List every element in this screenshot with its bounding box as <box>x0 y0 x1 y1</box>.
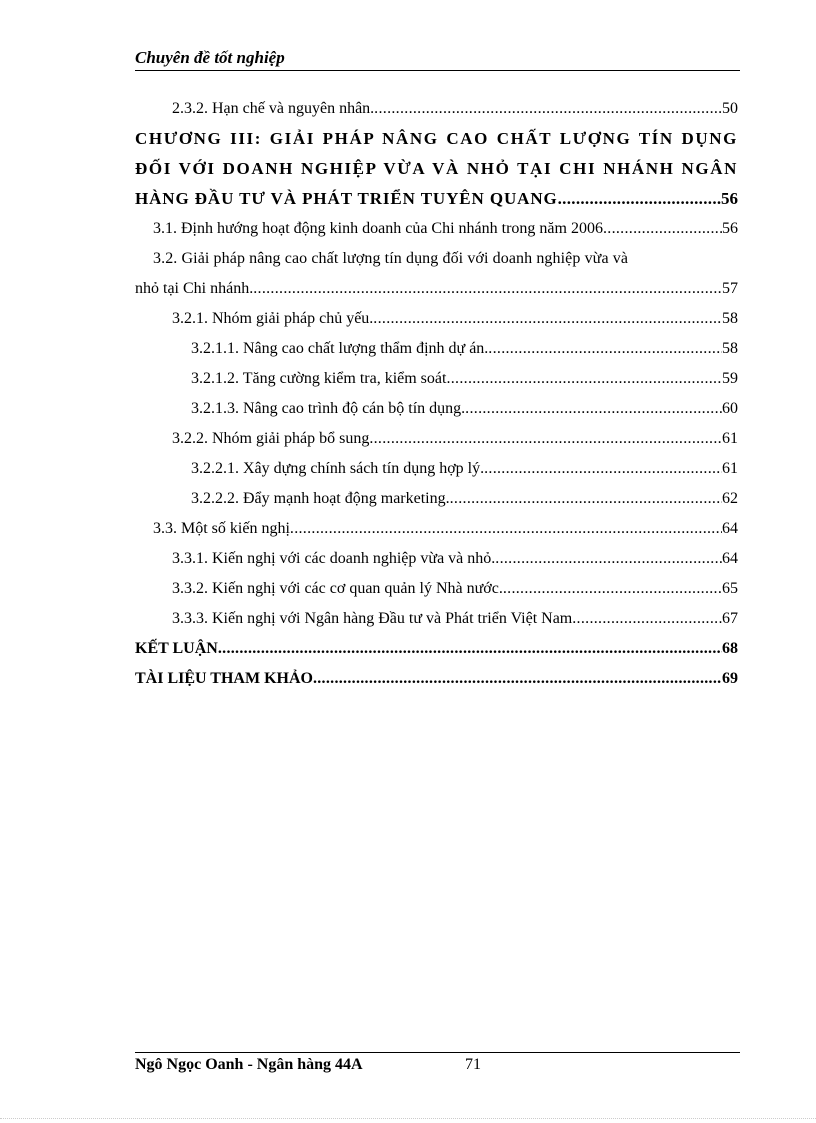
toc-entry-3-3 <box>135 514 738 544</box>
toc-entry-page: 67 <box>722 610 738 627</box>
chapter-title-line-3: HÀNG ĐẦU TƯ VÀ PHÁT TRIỂN TUYÊN QUANG <box>135 189 558 208</box>
toc-entry-page: 65 <box>722 580 738 597</box>
toc-entry-page: 68 <box>722 640 738 657</box>
toc-entry-3-3-2 <box>135 574 738 604</box>
page-bottom-border <box>0 1118 816 1119</box>
dot-leader <box>488 334 722 364</box>
table-of-contents <box>135 94 738 694</box>
toc-entry-3-1 <box>135 214 738 244</box>
dot-leader <box>446 364 722 394</box>
dot-leader <box>253 274 722 304</box>
toc-entry-label: 3.3.3. Kiến nghị với Ngân hàng Đầu tư và Phát triển Việt Nam <box>172 610 573 627</box>
toc-entry-label: 3.2.1. Nhóm giải pháp chủ yếu. <box>172 310 374 327</box>
toc-entry-references <box>135 664 738 694</box>
document-header-title: Chuyên đề tốt nghiệp <box>135 48 285 67</box>
dot-leader <box>603 214 722 244</box>
chapter-title-line-1: CHƯƠNG III: GIẢI PHÁP NÂNG CAO CHẤT LƯỢNG TÍN DỤNG <box>135 129 738 148</box>
toc-entry-page: 59 <box>722 370 738 387</box>
toc-entry-3-2-line-2 <box>135 274 738 304</box>
toc-entry-label: TÀI LIỆU THAM KHẢO <box>135 670 313 687</box>
toc-entry-page: 62 <box>722 490 738 507</box>
toc-entry-page: 64 <box>722 550 738 567</box>
dot-leader <box>503 574 722 604</box>
dot-leader <box>495 544 722 574</box>
dot-leader <box>373 304 722 334</box>
toc-entry-page: 50 <box>722 100 738 117</box>
chapter-title-line-2: ĐỐI VỚI DOANH NGHIỆP VỪA VÀ NHỎ TẠI CHI NHÁNH NGÂN <box>135 159 738 178</box>
toc-entry-label: 3.2.2.2. Đẩy mạnh hoạt động marketing. <box>191 490 450 507</box>
toc-entry-label: 3.3.2. Kiến nghị với các cơ quan quản lý Nhà nước. <box>172 580 503 597</box>
dot-leader <box>313 664 722 694</box>
chapter-title-line-3-row <box>135 184 738 214</box>
dot-leader <box>558 184 721 214</box>
dot-leader <box>484 454 722 484</box>
toc-entry-label: 3.2.1.3. Nâng cao trình độ cán bộ tín dụng. <box>191 400 466 417</box>
toc-entry-page: 69 <box>722 670 738 687</box>
toc-entry-label: 3.2.1.2. Tăng cường kiểm tra, kiểm soát <box>191 370 447 387</box>
dot-leader <box>374 94 722 124</box>
footer-page-number: 71 <box>465 1056 481 1073</box>
toc-entry-page: 64 <box>722 520 738 537</box>
toc-entry-page: 61 <box>722 460 738 477</box>
toc-entry-page: 61 <box>722 430 738 447</box>
toc-entry-page: 58 <box>722 340 738 357</box>
toc-entry-label: 3.2.2. Nhóm giải pháp bổ sung <box>172 430 370 447</box>
dot-leader <box>450 484 722 514</box>
footer-divider <box>135 1052 740 1053</box>
toc-entry-label: 3.3.1. Kiến nghị với các doanh nghiệp vừa và nhỏ. <box>172 550 496 567</box>
toc-entry-page: 60 <box>722 400 738 417</box>
toc-entry-3-2-1-2 <box>135 364 738 394</box>
toc-entry-label: 3.1. Định hướng hoạt động kinh doanh của Chi nhánh trong năm 2006 <box>153 220 603 237</box>
dot-leader <box>369 424 722 454</box>
toc-entry-3-2-2 <box>135 424 738 454</box>
header-divider <box>135 70 740 71</box>
toc-entry-3-2-2-1 <box>135 454 738 484</box>
toc-entry-chapter-3 <box>135 124 738 214</box>
toc-entry-3-3-3 <box>135 604 738 634</box>
toc-entry-label: 3.3. Một số kiến nghị <box>153 520 290 537</box>
toc-entry-3-2-2-2 <box>135 484 738 514</box>
toc-entry-label-line-1: 3.2. Giải pháp nâng cao chất lượng tín dụng đối với doanh nghiệp vừa và <box>153 250 629 267</box>
dot-leader <box>465 394 722 424</box>
dot-leader <box>290 514 722 544</box>
footer-author: Ngô Ngọc Oanh - Ngân hàng 44A <box>135 1056 363 1073</box>
toc-entry-label: 3.2.1.1. Nâng cao chất lượng thẩm định dự án. <box>191 340 489 357</box>
dot-leader <box>218 634 722 664</box>
dot-leader <box>572 604 722 634</box>
toc-entry-label: 2.3.2. Hạn chế và nguyên nhân. <box>172 100 375 117</box>
toc-entry-page: 56 <box>722 220 738 237</box>
toc-entry-3-2-1-1 <box>135 334 738 364</box>
toc-entry-label: KẾT LUẬN <box>135 640 218 657</box>
toc-entry-3-2 <box>135 244 738 304</box>
toc-entry-page: 58 <box>722 310 738 327</box>
toc-entry-conclusion <box>135 634 738 664</box>
toc-entry-page: 57 <box>722 280 738 297</box>
toc-entry-label-line-2: nhỏ tại Chi nhánh. <box>135 280 254 297</box>
toc-entry-label: 3.2.2.1. Xây dựng chính sách tín dụng hợp lý. <box>191 460 485 477</box>
toc-entry-2-3-2 <box>135 94 738 124</box>
toc-entry-3-2-1-3 <box>135 394 738 424</box>
toc-entry-3-2-1 <box>135 304 738 334</box>
toc-entry-page: 56 <box>721 189 738 208</box>
toc-entry-3-3-1 <box>135 544 738 574</box>
